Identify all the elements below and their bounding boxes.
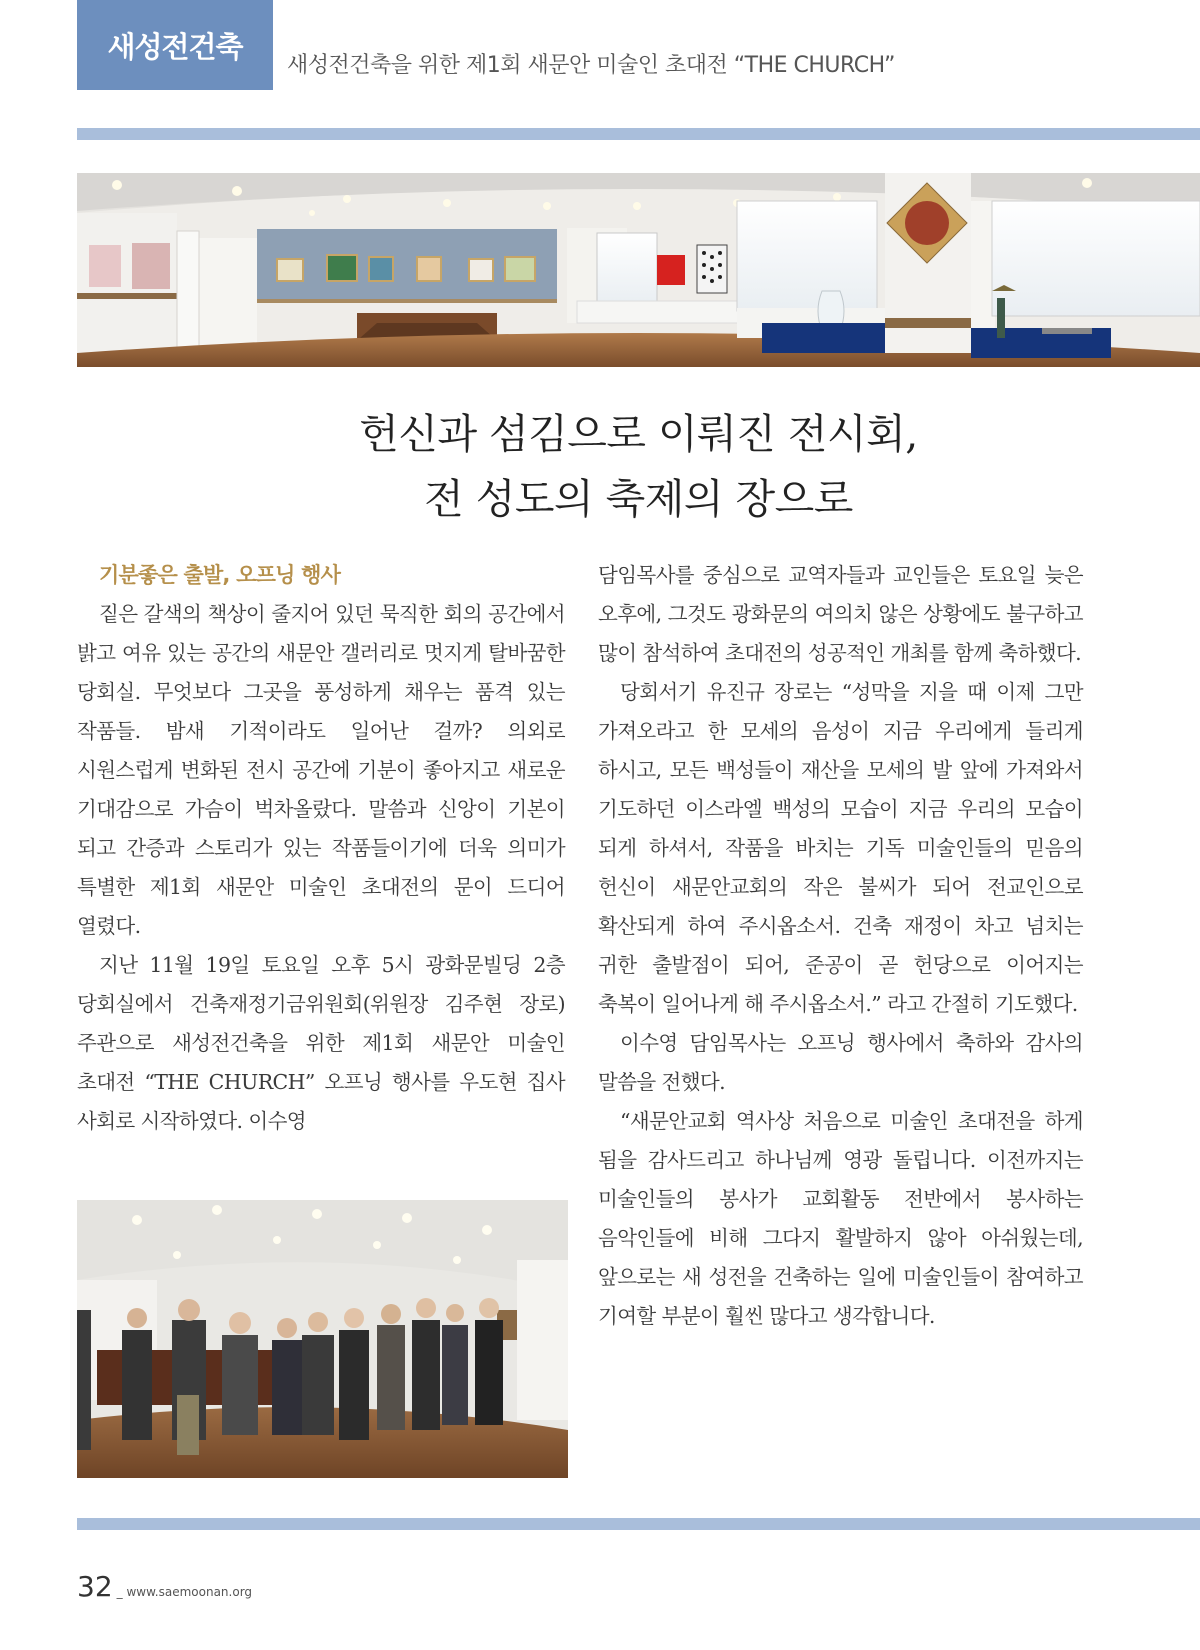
article-headline	[77, 402, 1200, 532]
header-subtitle: 새성전건축을 위한 제1회 새문안 미술인 초대전 “THE CHURCH”	[287, 53, 895, 78]
headline-line-2: 전 성도의 축제의 장으로	[424, 475, 853, 523]
paragraph: 지난 11월 19일 토요일 오후 5시 광화문빌딩 2층 당회실에서 건축재정기금위원회(위원장 김주현 장로)주관으로 새성전건축을 위한 제1회 새문안 미술인 초대전 “THE CHURCH” 오프닝 행사를 우도현 집사 사회로 시작하였다. 이수영	[77, 953, 565, 1133]
article-column-left	[77, 555, 565, 1141]
headline-line-1: 헌신과 섬김으로 이뤄진 전시회,	[359, 410, 918, 458]
bottom-divider	[77, 1518, 1200, 1530]
gallery-panorama-photo	[77, 173, 1200, 367]
section-tab: 새성전건축	[77, 0, 273, 90]
paragraph: 짙은 갈색의 책상이 줄지어 있던 묵직한 회의 공간에서 밝고 여유 있는 공간의 새문안 갤러리로 멋지게 탈바꿈한 당회실. 무엇보다 그곳을 풍성하게 채우는 품격 있는 작품들. 밤새 기적이라도 일어난 걸까? 의외로 시원스럽게 변화된 전시 공간에 기분이 좋아지고 새로운 기대감으로 가슴이 벅차올랐다. 말씀과 신앙이 기본이 되고 간증과 스토리가 있는 작품들이기에 더욱 의미가 특별한 제1회 새문안 미술인 초대전의 문이 드디어 열렸다.	[77, 602, 565, 938]
paragraph: 당회서기 유진규 장로는 “성막을 지을 때 이제 그만 가져오라고 한 모세의 음성이 지금 우리에게 들리게 하시고, 모든 백성들이 재산을 모세의 발 앞에 가져와서 기도하던 이스라엘 백성의 모습이 지금 우리의 모습이 되게 하셔서, 작품을 바치는 기독 미술인들의 믿음의 헌신이 새문안교회의 작은 불씨가 되어 전교인으로 확산되게 하여 주시옵소서. 건축 재정이 차고 넘치는 귀한 출발점이 되어, 준공이 곧 헌당으로 이어지는 축복이 일어나게 해 주시옵소서.” 라고 간절히 기도했다.	[598, 680, 1083, 1016]
section-heading: 기분좋은 출발, 오프닝 행사	[99, 563, 341, 587]
page-number: 32	[77, 1570, 113, 1603]
paragraph: 이수영 담임목사는 오프닝 행사에서 축하와 감사의 말씀을 전했다.	[598, 1031, 1083, 1094]
paragraph-continued: 담임목사를 중심으로 교역자들과 교인들은 토요일 늦은 오후에, 그것도 광화문의 여의치 않은 상황에도 불구하고 많이 참석하여 초대전의 성공적인 개최를 함께 축하했다.	[598, 563, 1083, 665]
top-divider	[77, 128, 1200, 140]
paragraph: “새문안교회 역사상 처음으로 미술인 초대전을 하게 됨을 감사드리고 하나님께 영광 돌립니다. 이전까지는 미술인들의 봉사가 교회활동 전반에서 봉사하는 음악인들에 비해 그다지 활발하지 않아 아쉬웠는데, 앞으로는 새 성전을 건축하는 일에 미술인들이 참여하고 기여할 부분이 훨씬 많다고 생각합니다.	[598, 1109, 1083, 1328]
page-footer	[77, 1570, 252, 1603]
footer-url: _ www.saemoonan.org	[116, 1585, 253, 1599]
article-column-right	[598, 556, 1083, 1336]
opening-event-photo	[77, 1200, 568, 1478]
